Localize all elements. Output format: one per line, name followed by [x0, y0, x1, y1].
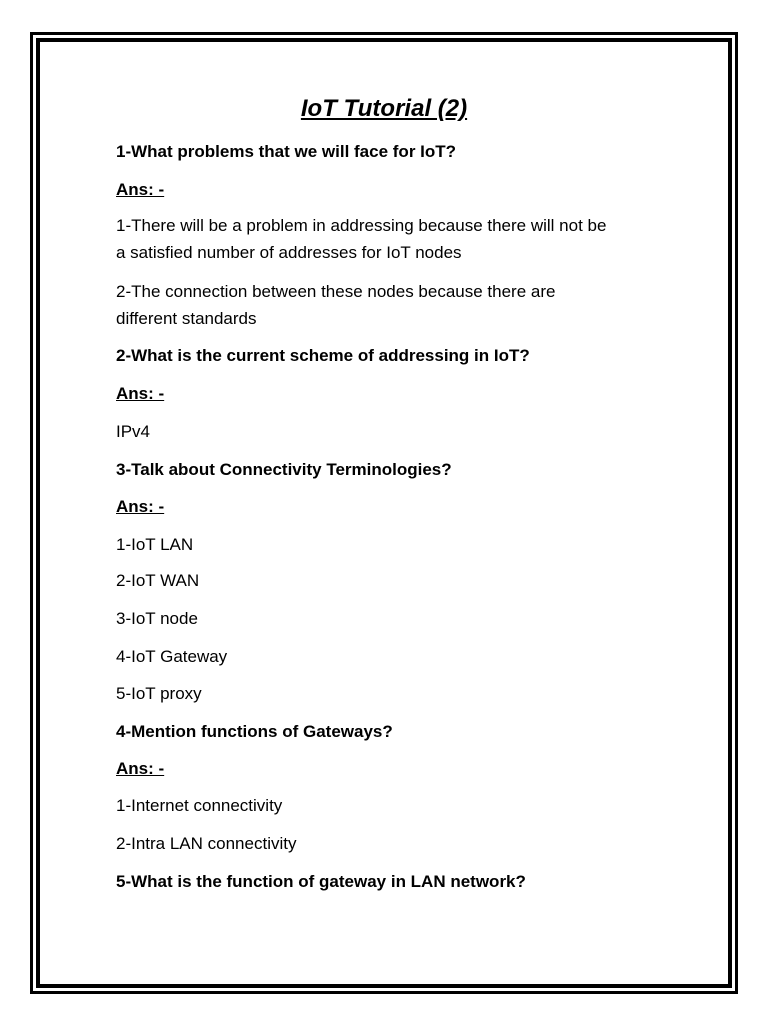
answer-4-line-1: 1-Internet connectivity [116, 796, 283, 815]
answer-1-line-3: 2-The connection between these nodes because there are [116, 282, 556, 301]
answer-label-4: Ans: - [116, 759, 165, 778]
question-4: 4-Mention functions of Gateways? [116, 722, 393, 741]
answer-3-line-4: 4-IoT Gateway [116, 647, 228, 666]
page-title: IoT Tutorial (2) [300, 95, 468, 122]
question-2: 2-What is the current scheme of addressing in IoT? [116, 346, 530, 365]
answer-label-3: Ans: - [116, 497, 165, 516]
question-3: 3-Talk about Connectivity Terminologies? [116, 460, 452, 479]
answer-label-2: Ans: - [116, 384, 165, 403]
answer-1-line-1: 1-There will be a problem in addressing because there will not be [116, 216, 607, 235]
answer-3-line-1: 1-IoT LAN [116, 535, 194, 554]
answer-1-line-2: a satisfied number of addresses for IoT nodes [116, 243, 462, 262]
answer-3-line-2: 2-IoT WAN [116, 571, 200, 590]
question-1: 1-What problems that we will face for IoT? [116, 142, 457, 161]
answer-3-line-5: 5-IoT proxy [116, 684, 202, 703]
question-5: 5-What is the function of gateway in LAN network? [116, 872, 526, 891]
answer-3-line-3: 3-IoT node [116, 609, 198, 628]
answer-label-1: Ans: - [116, 180, 165, 199]
answer-2-line-1: IPv4 [116, 422, 151, 441]
answer-1-line-4: different standards [116, 309, 257, 328]
answer-4-line-2: 2-Intra LAN connectivity [116, 834, 297, 853]
